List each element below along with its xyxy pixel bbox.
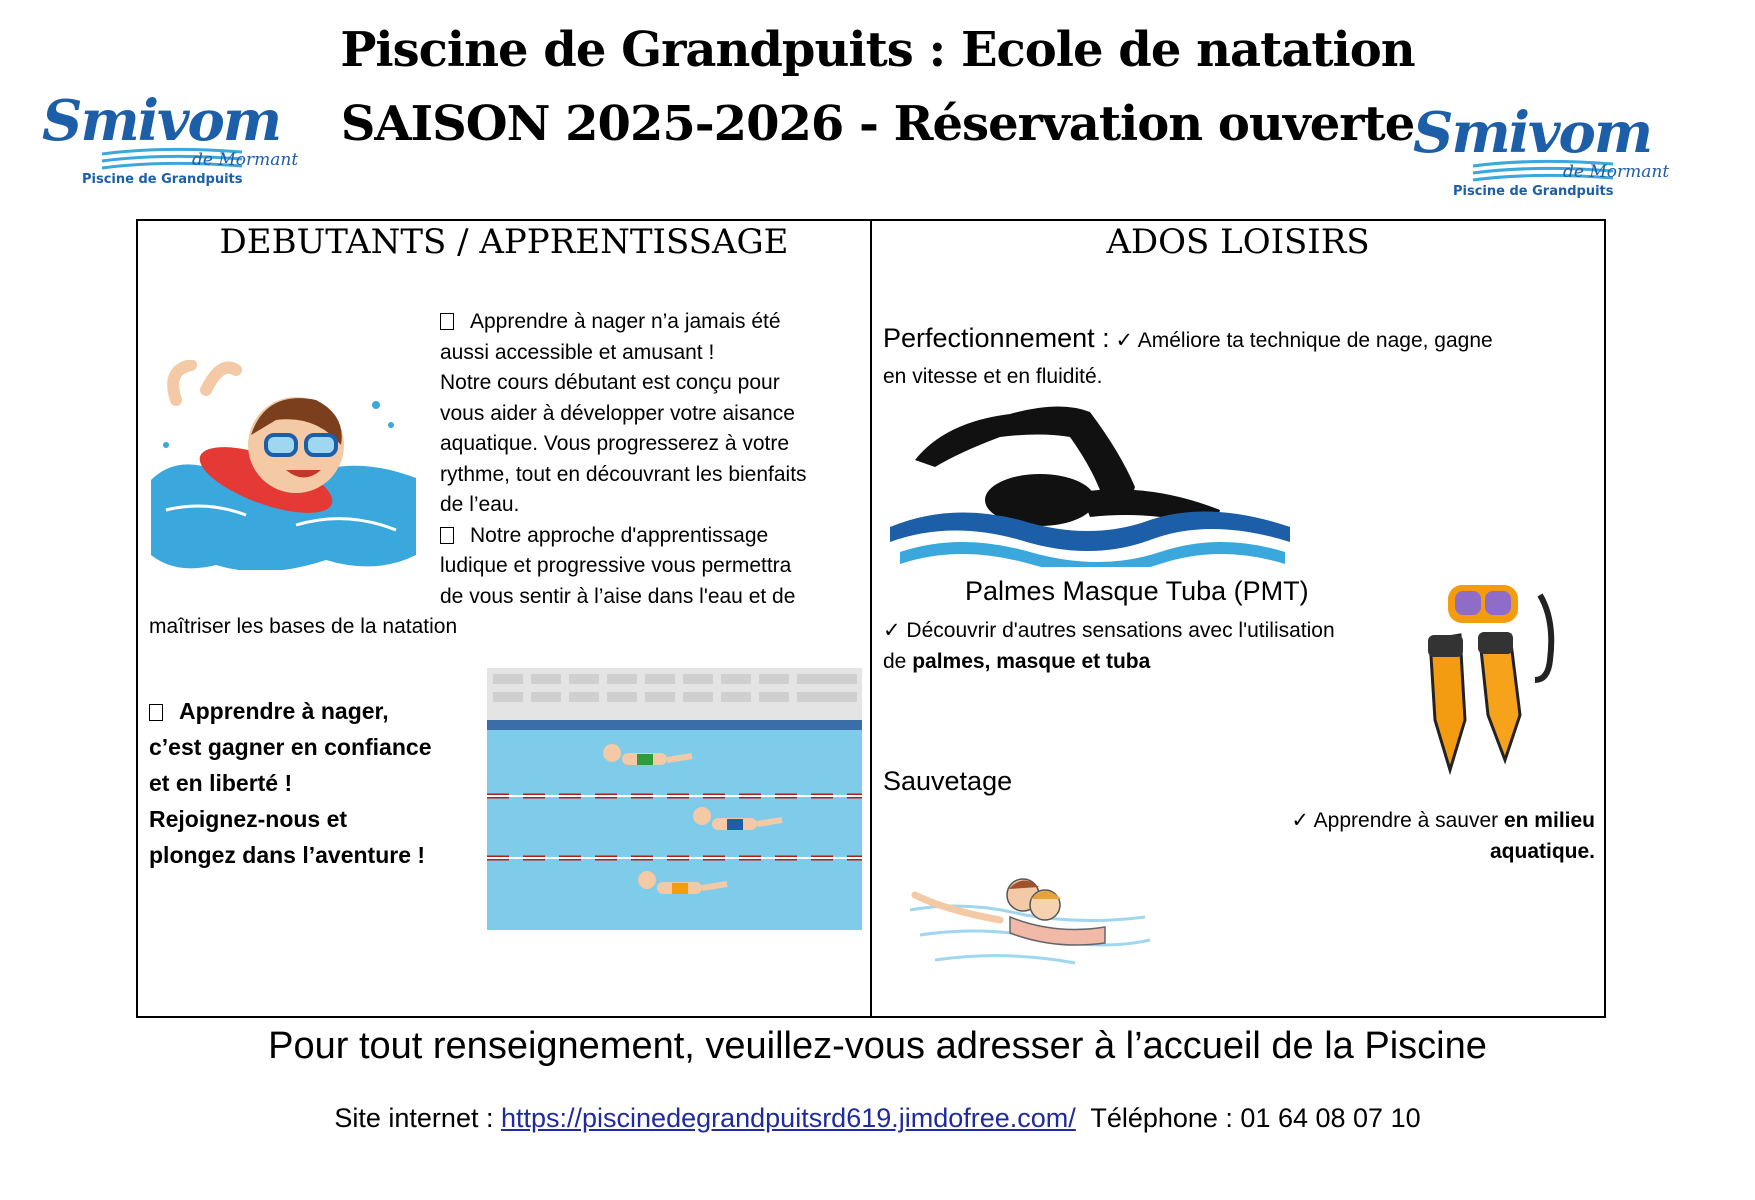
- footer-contact: [0, 1103, 1755, 1134]
- bullet-box-icon: [149, 704, 163, 721]
- footer-info: Pour tout renseignement, veuillez-vous adresser à l’accueil de la Piscine: [268, 1025, 1487, 1067]
- left-approach-last-line: maîtriser les bases de la natation: [149, 615, 458, 638]
- swimmer-silhouette-illustration: [890, 392, 1300, 567]
- left-intro-line: rythme, tout en découvrant les bienfaits: [440, 462, 807, 486]
- left-intro-block: [440, 307, 870, 612]
- child-swimmer-illustration: [146, 360, 426, 570]
- page-title: Piscine de Grandpuits : Ecole de natation: [340, 22, 1415, 78]
- logo-caption: Piscine de Grandpuits: [82, 172, 243, 187]
- left-intro-line: aussi accessible et amusant !: [440, 340, 715, 364]
- bullet-box-icon: [440, 527, 454, 544]
- pmt-text-2-pre: de: [883, 650, 907, 673]
- right-heading: ADOS LOISIRS: [1106, 222, 1370, 262]
- left-intro-line: aquatique. Vous progresserez à votre: [440, 432, 790, 455]
- mask-fins-snorkel-illustration: [1410, 580, 1570, 780]
- left-cta-line: Rejoignez-nous et: [149, 806, 348, 832]
- logo-wordmark: Smivom: [42, 88, 281, 154]
- rescue-illustration: [905, 855, 1160, 980]
- left-heading: DEBUTANTS / APPRENTISSAGE: [219, 222, 789, 262]
- left-intro-line: de l’eau.: [440, 493, 520, 516]
- sauvetage-text-2: aquatique.: [1489, 840, 1595, 863]
- page-subtitle: SAISON 2025-2026 - Réservation ouverte: [340, 96, 1415, 152]
- logo-sub: de Mormant: [192, 150, 299, 170]
- site-link[interactable]: https://piscinedegrandpuitsrd619.jimdofree.com/: [500, 1103, 1076, 1133]
- pmt-text-2-bold: palmes, masque et tuba: [912, 650, 1151, 673]
- sauvetage-text-1: [883, 806, 1595, 837]
- left-cta-line: plongez dans l’aventure !: [149, 842, 426, 868]
- logo-sub: de Mormant: [1563, 162, 1670, 182]
- pool-lanes-illustration: [487, 668, 862, 930]
- left-intro-line: Notre cours débutant est conçu pour: [440, 371, 780, 394]
- logo-wordmark: Smivom: [1413, 100, 1652, 166]
- logo-caption: Piscine de Grandpuits: [1453, 184, 1614, 199]
- left-cta-line: Apprendre à nager,: [179, 698, 389, 724]
- perfectionnement-text: ✓ Améliore ta technique de nage, gagne: [1115, 329, 1493, 352]
- left-cta-block: [149, 693, 479, 873]
- pmt-text-2: [883, 647, 1150, 678]
- left-intro-line: Apprendre à nager n’a jamais été: [470, 310, 781, 333]
- sauvetage-text-1-pre: ✓ Apprendre à sauver: [1291, 809, 1499, 832]
- logo-left: [42, 88, 302, 203]
- sauvetage-title: Sauvetage: [883, 766, 1013, 796]
- left-approach-line: de vous sentir à l’aise dans l'eau et de: [440, 584, 796, 608]
- site-label: Site internet :: [334, 1103, 494, 1133]
- left-cta-line: c’est gagner en confiance: [149, 734, 432, 760]
- left-intro-line: vous aider à développer votre aisance: [440, 401, 795, 425]
- left-approach-line: Notre approche d'apprentissage: [470, 523, 769, 547]
- perfectionnement-text-2: en vitesse et en fluidité.: [883, 365, 1103, 388]
- perfectionnement-block: [883, 323, 1593, 357]
- phone-number: Téléphone : 01 64 08 07 10: [1090, 1103, 1421, 1133]
- perfectionnement-title: Perfectionnement :: [883, 323, 1110, 353]
- logo-right: [1413, 100, 1673, 215]
- pmt-text-1: ✓ Découvrir d'autres sensations avec l'utilisation: [883, 619, 1335, 642]
- sauvetage-text-1-bold: en milieu: [1503, 809, 1595, 832]
- bullet-box-icon: [440, 313, 454, 330]
- left-approach-line: ludique et progressive vous permettra: [440, 554, 792, 577]
- left-cta-line: et en liberté !: [149, 770, 293, 796]
- pmt-title: Palmes Masque Tuba (PMT): [965, 576, 1309, 606]
- column-divider: [870, 219, 872, 1018]
